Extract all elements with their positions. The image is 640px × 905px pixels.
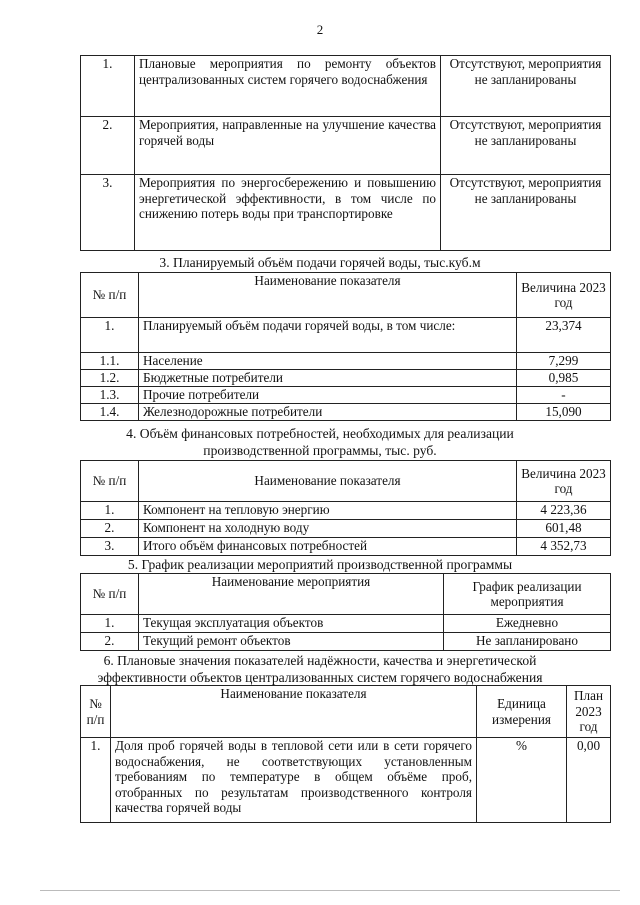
section-title-line2: эффективности объектов централизованных систем горячего водоснабжения: [97, 670, 543, 685]
header-num: № п/п: [81, 461, 139, 502]
indicator-name: Бюджетные потребители: [139, 370, 517, 387]
table-row: [81, 387, 611, 404]
indicator-value: 601,48: [517, 520, 611, 538]
table-row: [81, 56, 611, 117]
table-row: [81, 633, 611, 651]
row-number: 1.4.: [81, 404, 139, 421]
indicator-name: Компонент на тепловую энергию: [139, 502, 517, 520]
table-header: [81, 461, 611, 502]
indicator-value: 0,985: [517, 370, 611, 387]
section-title-line1: 6. Плановые значения показателей надёжности, качества и энергетической: [103, 653, 537, 668]
indicator-value: -: [517, 387, 611, 404]
row-number: 2.: [81, 117, 135, 175]
table-row: [81, 175, 611, 251]
row-number: 1.3.: [81, 387, 139, 404]
header-num: № п/п: [81, 574, 139, 615]
measure-name: Мероприятия по энергосбережению и повышению энергетической эффективности, в том числе по снижению потерь воды при транспортировке: [135, 175, 441, 251]
indicator-value: 15,090: [517, 404, 611, 421]
activity-name: Текущая эксплуатация объектов: [139, 615, 444, 633]
activity-schedule: Не запланировано: [444, 633, 611, 651]
indicator-name: Население: [139, 353, 517, 370]
financial-needs-table: [80, 460, 611, 556]
water-volume-table: [80, 272, 611, 421]
measure-status: Отсутствуют, мероприятия не запланированы: [441, 175, 611, 251]
page-bottom-rule: [40, 890, 620, 891]
row-number: 3.: [81, 175, 135, 251]
indicator-name: Железнодорожные потребители: [139, 404, 517, 421]
page-number: 2: [316, 22, 324, 37]
table-row: [81, 520, 611, 538]
activity-name: Текущий ремонт объектов: [139, 633, 444, 651]
indicator-value: 7,299: [517, 353, 611, 370]
reliability-table: [80, 685, 611, 823]
table-row: [81, 353, 611, 370]
header-schedule: График реализации мероприятия: [444, 574, 611, 615]
header-num: № п/п: [81, 273, 139, 318]
row-number: 2.: [81, 633, 139, 651]
table-row: [81, 738, 611, 823]
indicator-name: Планируемый объём подачи горячей воды, в том числе:: [139, 318, 517, 353]
row-number: 1.: [81, 738, 111, 823]
section-title: 3. Планируемый объём подачи горячей воды, тыс.куб.м: [159, 255, 481, 270]
row-number: 2.: [81, 520, 139, 538]
indicator-plan: 0,00: [567, 738, 611, 823]
measures-table: [80, 55, 611, 251]
table-row: [81, 370, 611, 387]
indicator-unit: %: [477, 738, 567, 823]
header-name: Наименование мероприятия: [139, 574, 444, 615]
schedule-table: [80, 573, 611, 651]
activity-schedule: Ежедневно: [444, 615, 611, 633]
row-number: 1.: [81, 318, 139, 353]
indicator-name: Компонент на холодную воду: [139, 520, 517, 538]
table-header: [81, 686, 611, 738]
measure-name: Плановые мероприятия по ремонту объектов централизованных систем горячего водоснабжения: [135, 56, 441, 117]
table-row: [81, 615, 611, 633]
indicator-value: 4 352,73: [517, 538, 611, 556]
header-unit: Единица измерения: [477, 686, 567, 738]
header-name: Наименование показателя: [139, 461, 517, 502]
section-title-line2: производственной программы, тыс. руб.: [203, 443, 437, 458]
header-value: Величина 2023 год: [517, 273, 611, 318]
section-title-line1: 4. Объём финансовых потребностей, необходимых для реализации: [126, 426, 514, 441]
measure-status: Отсутствуют, мероприятия не запланированы: [441, 117, 611, 175]
header-num: № п/п: [81, 686, 111, 738]
header-name: Наименование показателя: [139, 273, 517, 318]
row-number: 1.1.: [81, 353, 139, 370]
indicator-name: Итого объём финансовых потребностей: [139, 538, 517, 556]
table-header: [81, 273, 611, 318]
header-plan: План 2023 год: [567, 686, 611, 738]
row-number: 1.: [81, 502, 139, 520]
table-header: [81, 574, 611, 615]
row-number: 3.: [81, 538, 139, 556]
table-row: [81, 502, 611, 520]
table-row: [81, 538, 611, 556]
indicator-name: Прочие потребители: [139, 387, 517, 404]
header-name: Наименование показателя: [111, 686, 477, 738]
measure-name: Мероприятия, направленные на улучшение качества горячей воды: [135, 117, 441, 175]
table-row: [81, 404, 611, 421]
header-value: Величина 2023 год: [517, 461, 611, 502]
row-number: 1.: [81, 615, 139, 633]
row-number: 1.2.: [81, 370, 139, 387]
measure-status: Отсутствуют, мероприятия не запланированы: [441, 56, 611, 117]
row-number: 1.: [81, 56, 135, 117]
table-row: [81, 318, 611, 353]
section-title: 5. График реализации мероприятий производственной программы: [127, 557, 513, 572]
indicator-name: Доля проб горячей воды в тепловой сети или в сети горячего водоснабжения, не соответствующих установленным требованиям по температуре в общем объёме проб, отобранных по результатам производственного контроля качества горячей воды: [111, 738, 477, 823]
table-row: [81, 117, 611, 175]
indicator-value: 4 223,36: [517, 502, 611, 520]
indicator-value: 23,374: [517, 318, 611, 353]
